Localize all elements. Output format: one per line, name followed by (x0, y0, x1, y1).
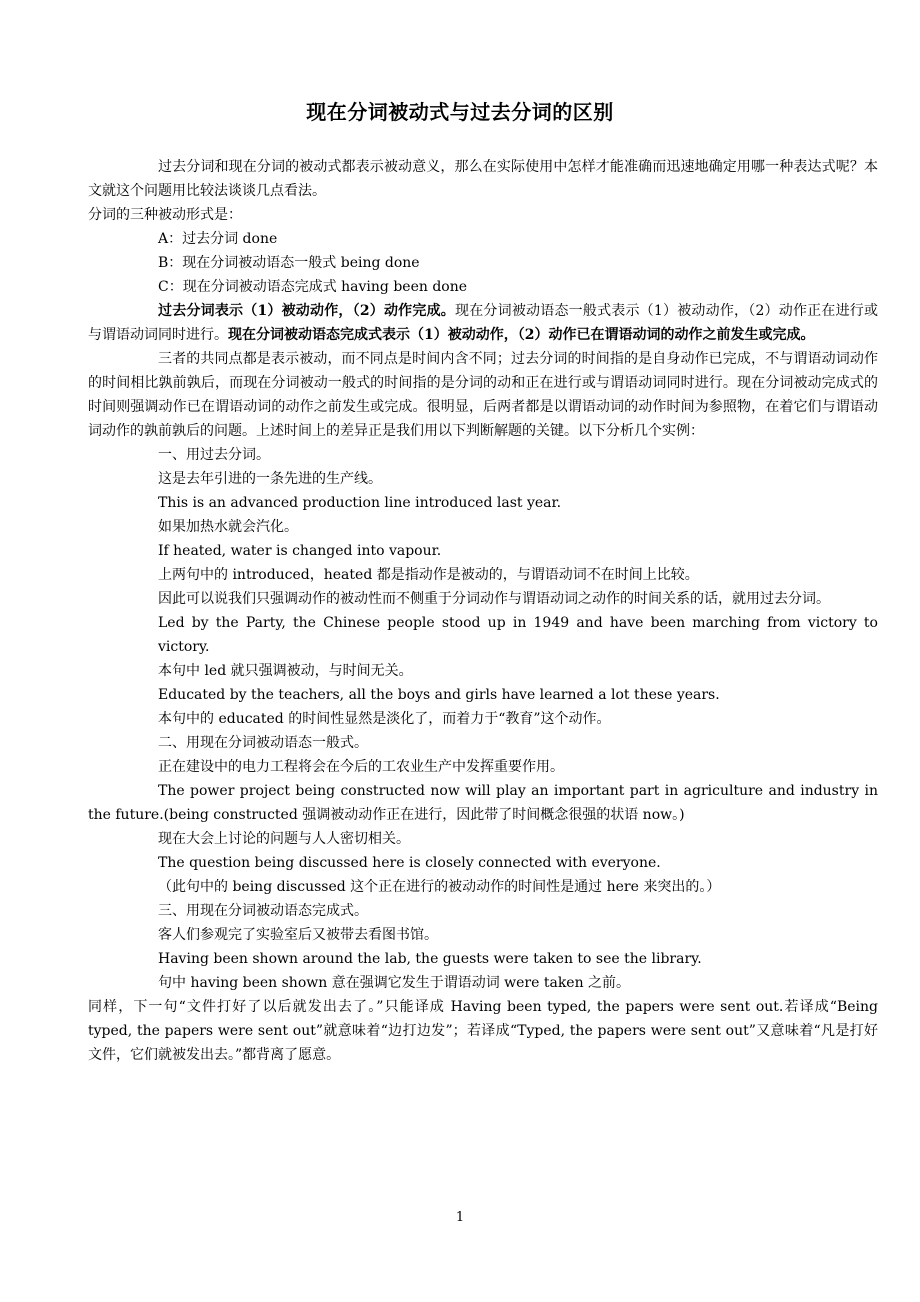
page-title: 现在分词被动式与过去分词的区别 (306, 100, 614, 124)
section-2-english-1: The power project being constructed now will play an important part in agriculture and industry in the future.(being constructed 强调被动动作正在进行，因此带了时间概念很强的状语 now。) (88, 783, 878, 823)
section-3-chinese-1: 客人们参观完了实验室后又被带去看图书馆。 (158, 927, 438, 943)
section-1-note-4: 本句中的 educated 的时间性显然是淡化了，而着力于“教育”这个动作。 (158, 711, 611, 727)
page-number: 1 (455, 1210, 465, 1225)
definition-bold-1: 过去分词表示（1）被动动作，（2）动作完成。 (158, 303, 456, 319)
section-3-english-1: Having been shown around the lab, the guests were taken to see the library. (158, 951, 702, 967)
section-1-english-1: This is an advanced production line introduced last year. (158, 495, 562, 511)
section-1-english-2: If heated, water is changed into vapour. (158, 543, 442, 559)
section-3-heading: 三、用现在分词被动语态完成式。 (158, 903, 368, 919)
comparison-paragraph: 三者的共同点都是表示被动，而不同点是时间内含不同；过去分词的时间指的是自身动作已完成，不与谓语动词动作的时间相比孰前孰后，而现在分词被动一般式的时间指的是分词的动和正在进行或与谓语动词同时进行。现在分词被动完成式的时间则强调动作已在谓语动词的动作之前发生或完成。很明显，后两者都是以谓语动词的动作时间为参照物，在着它们与谓语动词动作的孰前孰后的问题。上述时间上的差异正是我们用以下判断解题的关键。以下分析几个实例： (88, 351, 878, 439)
section-2-heading: 二、用现在分词被动语态一般式。 (158, 735, 368, 751)
form-c: C：现在分词被动语态完成式 having been done (158, 279, 468, 295)
definition-paragraph (88, 299, 878, 347)
section-1-heading: 一、用过去分词。 (158, 447, 270, 463)
section-2-chinese-2: 现在大会上讨论的问题与人人密切相关。 (158, 831, 410, 847)
section-3-note-1: 句中 having been shown 意在强调它发生于谓语动词 were taken 之前。 (158, 975, 631, 991)
section-1-note-1: 上两句中的 introduced，heated 都是指动作是被动的，与谓语动词不在时间上比较。 (158, 567, 699, 583)
section-1-note-2: 因此可以说我们只强调动作的被动性而不侧重于分词动作与谓语动词之动作的时间关系的话，就用过去分词。 (158, 591, 830, 607)
section-1-english-4: Educated by the teachers, all the boys and girls have learned a lot these years. (158, 687, 720, 703)
section-2-english-2: The question being discussed here is closely connected with everyone. (158, 855, 661, 871)
section-3-note-2: 同样，下一句“文件打好了以后就发出去了。”只能译成 Having been typed, the papers were sent out.若译成“Being typed, the papers were sent out”就意味着“边打边发”；若译成“Typed, the papers were sent out”又意味着“凡是打好文件，它们就被发出去。”都背离了愿意。 (88, 999, 878, 1063)
definition-text: 现在分词被动语态一般式表示（1）被动动作，（2）动作正在进行或与谓语动词同时进行。 (88, 303, 878, 343)
document-body (88, 155, 878, 1067)
forms-heading: 分词的三种被动形式是： (88, 207, 242, 223)
section-1-note-3: 本句中 led 就只强调被动，与时间无关。 (158, 663, 413, 679)
form-a: A：过去分词 done (158, 231, 278, 247)
section-2-chinese-1: 正在建设中的电力工程将会在今后的工农业生产中发挥重要作用。 (158, 759, 564, 775)
section-2-note: （此句中的 being discussed 这个正在进行的被动动作的时间性是通过 here 来突出的。） (158, 879, 721, 895)
section-1-english-3: Led by the Party, the Chinese people stood up in 1949 and have been marching from victory to victory. (158, 615, 878, 655)
form-b: B：现在分词被动语态一般式 being done (158, 255, 420, 271)
intro-paragraph: 过去分词和现在分词的被动式都表示被动意义，那么在实际使用中怎样才能准确而迅速地确定用哪一种表达式呢？本文就这个问题用比较法谈谈几点看法。 (88, 159, 878, 199)
section-1-chinese-1: 这是去年引进的一条先进的生产线。 (158, 471, 382, 487)
definition-bold-2: 现在分词被动语态完成式表示（1）被动动作，（2）动作已在谓语动词的动作之前发生或完成。 (228, 327, 815, 343)
section-1-chinese-2: 如果加热水就会汽化。 (158, 519, 298, 535)
